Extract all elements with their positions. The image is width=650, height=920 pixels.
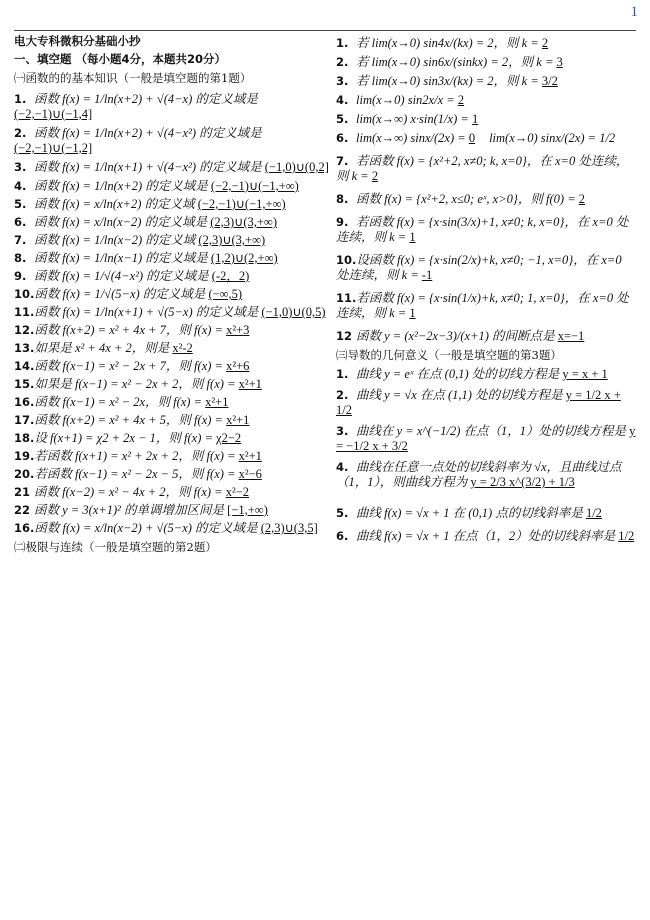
exercise-item bbox=[14, 92, 332, 122]
item-answer: 2 bbox=[371, 169, 379, 183]
item-number: 2. bbox=[336, 388, 349, 402]
exercise-item bbox=[336, 253, 636, 283]
item-number: 20. bbox=[14, 467, 35, 481]
exercise-item bbox=[14, 377, 332, 392]
item-text: 若函数 f(x) = {x·sin(1/x)+k, x≠0; 1, x=0}，在 x=0 处连续，则 k = bbox=[336, 291, 629, 320]
exercise-item bbox=[14, 160, 332, 175]
exercise-item bbox=[336, 529, 636, 544]
item-answer: (2,3)∪(3,5] bbox=[260, 521, 318, 535]
item-text: 曲线 f(x) = √x + 1 在 (0,1) 点的切线斜率是 bbox=[356, 506, 586, 520]
item-answer: x²+1 bbox=[238, 377, 262, 391]
item-number: 18. bbox=[14, 431, 35, 445]
item-answer: (−2,−1)∪(−1,2] bbox=[14, 141, 93, 155]
item-answer: 1/2 bbox=[585, 506, 602, 520]
item-text: 曲线在 y = x^(−1/2) 在点（1，1）处的切线方程是 bbox=[356, 424, 630, 438]
item-text: 曲线在任意一点处的切线斜率为 √x，且曲线过点（1，1），则曲线方程为 bbox=[336, 460, 622, 489]
exercise-item bbox=[336, 367, 636, 382]
item-number: 19. bbox=[14, 449, 35, 463]
item-text: 函数 f(x+2) = x² + 4x + 5，则 f(x) = bbox=[34, 413, 227, 427]
item-answer: (−1,0)∪(0,2] bbox=[264, 160, 329, 174]
item-text: 若函数 f(x) = {x²+2, x≠0; k, x=0}，在 x=0 处连续，则 k = bbox=[336, 154, 629, 183]
item-number: 11. bbox=[14, 305, 35, 319]
exercise-item bbox=[14, 126, 332, 156]
item-text: 函数 f(x) = 1/√(5−x) 的定义域是 bbox=[34, 287, 209, 301]
exercise-item bbox=[336, 154, 636, 184]
item-text: 若函数 f(x−1) = x² − 2x − 5，则 f(x) = bbox=[34, 467, 239, 481]
item-text: 函数 f(x) = x/ln(x−2) 的定义域是 bbox=[34, 215, 211, 229]
exercise-item bbox=[14, 215, 332, 230]
item-number: 8. bbox=[14, 251, 27, 265]
item-text: 函数 f(x) = 1/ln(x+1) + √(5−x) 的定义域是 bbox=[34, 305, 262, 319]
item-text: 曲线 y = eˣ 在点 (0,1) 处的切线方程是 bbox=[356, 367, 563, 381]
exercise-item bbox=[14, 395, 332, 410]
subsection-1-title: ㈠函数的的基本知识（一般是填空题的第1题） bbox=[14, 71, 252, 85]
item-text: lim(x→0) sin2x/x = bbox=[356, 93, 458, 107]
item-answer: x²+1 bbox=[205, 395, 229, 409]
item-answer: 2 bbox=[457, 93, 465, 107]
item-text: 函数 f(x) = 1/ln(x−1) 的定义域是 bbox=[34, 251, 211, 265]
item-answer: (1,2)∪(2,+∞) bbox=[210, 251, 278, 265]
item-number: 14. bbox=[14, 359, 35, 373]
exercise-item bbox=[336, 93, 636, 108]
item-answer: (−2,−1)∪(−1,+∞) bbox=[210, 179, 299, 193]
item-number: 3. bbox=[336, 424, 349, 438]
item-number: 3. bbox=[336, 74, 349, 88]
item-text: lim(x→∞) x·sin(1/x) = bbox=[356, 112, 472, 126]
exercise-item bbox=[336, 291, 636, 321]
item-extra: lim(x→0) sinx/(2x) = 1/2 bbox=[489, 131, 616, 145]
item-number: 8. bbox=[336, 192, 349, 206]
exercise-item bbox=[336, 192, 636, 207]
exercise-item bbox=[336, 424, 636, 454]
exercise-item bbox=[14, 269, 332, 284]
item-answer: (2,3)∪(3,+∞) bbox=[210, 215, 277, 229]
item-text: 若函数 f(x+1) = x² + 2x + 2，则 f(x) = bbox=[34, 449, 239, 463]
item-number: 17. bbox=[14, 413, 35, 427]
item-answer: x²+3 bbox=[226, 323, 250, 337]
exercise-item bbox=[14, 503, 332, 518]
item-number: 15. bbox=[14, 377, 35, 391]
item-number: 16. bbox=[14, 395, 35, 409]
item-answer: [−1,+∞) bbox=[227, 503, 268, 517]
item-answer: 0 bbox=[468, 131, 476, 145]
item-text: 函数 y = 3(x+1)² 的单调增加区间是 bbox=[34, 503, 228, 517]
item-number: 4. bbox=[336, 93, 349, 107]
item-answer: (−∞,5) bbox=[208, 287, 243, 301]
item-text: 函数 f(x) = 1/ln(x+1) + √(4−x²) 的定义域是 bbox=[34, 160, 265, 174]
exercise-item bbox=[14, 413, 332, 428]
item-number: 6. bbox=[336, 529, 349, 543]
item-text: 函数 f(x) = 1/ln(x−2) 的定义域 bbox=[34, 233, 199, 247]
item-number: 6. bbox=[336, 131, 349, 145]
exercise-item bbox=[14, 233, 332, 248]
exercise-item bbox=[336, 131, 636, 146]
item-number: 11. bbox=[336, 291, 357, 305]
item-number: 12. bbox=[14, 323, 35, 337]
item-text: 若 lim(x→0) sin6x/(sinkx) = 2，则 k = bbox=[356, 55, 557, 69]
item-answer: (−2,−1)∪(−1,+∞) bbox=[197, 197, 286, 211]
item-number: 16. bbox=[14, 521, 35, 535]
deriv-list bbox=[336, 367, 636, 544]
item-answer: y = −1/2 x + 3/2 bbox=[336, 424, 636, 453]
item-number: 22 bbox=[14, 503, 31, 517]
item-answer: x²+1 bbox=[238, 449, 262, 463]
exercise-item bbox=[14, 341, 332, 356]
exercise-item bbox=[14, 251, 332, 266]
header-rule bbox=[14, 30, 636, 31]
item-answer: 1/2 bbox=[618, 529, 635, 543]
exercise-item bbox=[14, 323, 332, 338]
item-answer: y = 1/2 x + 1/2 bbox=[336, 388, 621, 417]
item-answer: y = 2/3 x^(3/2) + 1/3 bbox=[470, 475, 575, 489]
item-number: 12 bbox=[336, 329, 353, 343]
exercise-item bbox=[14, 305, 332, 320]
item-number: 1. bbox=[336, 367, 349, 381]
item-number: 3. bbox=[14, 160, 27, 174]
item-number: 7. bbox=[14, 233, 27, 247]
item-answer: x²−6 bbox=[238, 467, 262, 481]
exercise-item bbox=[336, 388, 636, 418]
item-text: 函数 f(x) = 1/√(4−x²) 的定义域是 bbox=[34, 269, 212, 283]
item-number: 4. bbox=[336, 460, 349, 474]
doc-title: 电大专科微积分基础小抄 bbox=[14, 34, 141, 48]
item-number: 9. bbox=[336, 215, 349, 229]
exercise-item bbox=[14, 485, 332, 500]
item-number: 13. bbox=[14, 341, 35, 355]
item-answer: (−2,−1)∪(−1,4] bbox=[14, 107, 93, 121]
item-number: 4. bbox=[14, 179, 27, 193]
item-number: 5. bbox=[14, 197, 27, 211]
item-text: 若 lim(x→0) sin3x/(kx) = 2，则 k = bbox=[356, 74, 542, 88]
exercise-item bbox=[336, 215, 636, 245]
item-number: 1. bbox=[14, 92, 27, 106]
item-text: 函数 f(x−2) = x² − 4x + 2，则 f(x) = bbox=[34, 485, 226, 499]
item-answer: (2,3)∪(3,+∞) bbox=[198, 233, 266, 247]
exercise-item bbox=[336, 506, 636, 521]
item-number: 10. bbox=[336, 253, 357, 267]
subsection-3-title: ㈢导数的几何意义（一般是填空题的第3题） bbox=[336, 348, 562, 362]
exercise-item bbox=[336, 112, 636, 127]
right-column bbox=[336, 34, 636, 547]
item-answer: y = x + 1 bbox=[562, 367, 608, 381]
item-answer: x²+6 bbox=[226, 359, 250, 373]
subsection-2-title: ㈡极限与连续（一般是填空题的第2题） bbox=[14, 540, 217, 554]
item-number: 21 bbox=[14, 485, 31, 499]
item-number: 5. bbox=[336, 112, 349, 126]
page-number: 1 bbox=[630, 4, 638, 20]
exercise-item bbox=[14, 449, 332, 464]
item-text: 函数 f(x) = x/ln(x+2) 的定义域 bbox=[34, 197, 198, 211]
item-answer: 1 bbox=[409, 306, 416, 320]
item-answer: (-2，2) bbox=[211, 269, 250, 283]
item-number: 5. bbox=[336, 506, 349, 520]
item-answer: (−1,0)∪(0,5) bbox=[261, 305, 326, 319]
item-text: 函数 f(x) = 1/ln(x+2) + √(4−x²) 的定义域是 bbox=[34, 126, 262, 140]
item-number: 6. bbox=[14, 215, 27, 229]
item-number: 9. bbox=[14, 269, 27, 283]
item-text: 函数 f(x−1) = x² − 2x + 7，则 f(x) = bbox=[34, 359, 227, 373]
item-answer: 1 bbox=[409, 230, 416, 244]
item-text: 函数 f(x) = x/ln(x−2) + √(5−x) 的定义域是 bbox=[34, 521, 261, 535]
item-number: 2. bbox=[336, 55, 349, 69]
item-text: 函数 f(x) = {x²+2, x≤0; eˣ, x>0}，则 f(0) = bbox=[356, 192, 579, 206]
exercise-item bbox=[336, 460, 636, 490]
item-text: 若 lim(x→0) sin4x/(kx) = 2，则 k = bbox=[356, 36, 542, 50]
item-answer: 3 bbox=[556, 55, 563, 69]
item-answer: χ2−2 bbox=[216, 431, 242, 445]
item-number: 2. bbox=[14, 126, 27, 140]
right-list bbox=[336, 36, 636, 344]
exercise-item bbox=[14, 197, 332, 212]
exercise-item bbox=[14, 179, 332, 194]
left-list bbox=[14, 92, 332, 536]
item-number: 7. bbox=[336, 154, 349, 168]
item-answer: x²-2 bbox=[172, 341, 193, 355]
section-fill-in-title: 一、填空题 （每小题4分，本题共20分） bbox=[14, 52, 227, 66]
item-number: 1. bbox=[336, 36, 349, 50]
item-answer: -1 bbox=[421, 268, 433, 282]
item-answer: 3/2 bbox=[541, 74, 558, 88]
item-text: 函数 f(x−1) = x² − 2x，则 f(x) = bbox=[34, 395, 206, 409]
exercise-item bbox=[336, 74, 636, 89]
item-answer: x²−2 bbox=[225, 485, 250, 499]
item-text: 曲线 f(x) = √x + 1 在点（1，2）处的切线斜率是 bbox=[356, 529, 619, 543]
item-answer: x=−1 bbox=[557, 329, 585, 343]
exercise-item bbox=[336, 329, 636, 344]
exercise-item bbox=[14, 287, 332, 302]
exercise-item bbox=[336, 55, 636, 70]
exercise-item bbox=[14, 521, 332, 536]
item-number: 10. bbox=[14, 287, 35, 301]
exercise-item bbox=[14, 359, 332, 374]
item-text: 设函数 f(x) = {x·sin(2/x)+k, x≠0; −1, x=0}，在 x=0 处连续，则 k = bbox=[336, 253, 622, 282]
item-text: 函数 f(x+2) = x² + 4x + 7，则 f(x) = bbox=[34, 323, 227, 337]
item-text: 函数 f(x) = 1/ln(x+2) 的定义域是 bbox=[34, 179, 211, 193]
item-text: lim(x→∞) sinx/(2x) = bbox=[356, 131, 469, 145]
item-answer: 1 bbox=[471, 112, 479, 126]
item-text: 曲线 y = √x 在点 (1,1) 处的切线方程是 bbox=[356, 388, 566, 402]
left-column bbox=[14, 34, 332, 557]
item-text: 函数 f(x) = 1/ln(x+2) + √(4−x) 的定义域是 bbox=[34, 92, 258, 106]
exercise-item bbox=[336, 36, 636, 51]
item-text: 若函数 f(x) = {x·sin(3/x)+1, x≠0; k, x=0}，在 x=0 处连续，则 k = bbox=[336, 215, 629, 244]
item-answer: x²+1 bbox=[226, 413, 250, 427]
exercise-item bbox=[14, 431, 332, 446]
item-text: 如果是 x² + 4x + 2，则是 bbox=[34, 341, 173, 355]
item-answer: 2 bbox=[541, 36, 549, 50]
item-answer: 2 bbox=[578, 192, 585, 206]
item-text: 设 f(x+1) = χ2 + 2x − 1，则 f(x) = bbox=[34, 431, 217, 445]
item-text: 如果是 f(x−1) = x² − 2x + 2，则 f(x) = bbox=[34, 377, 239, 391]
exercise-item bbox=[14, 467, 332, 482]
item-text: 函数 y = (x²−2x−3)/(x+1) 的间断点是 bbox=[356, 329, 558, 343]
